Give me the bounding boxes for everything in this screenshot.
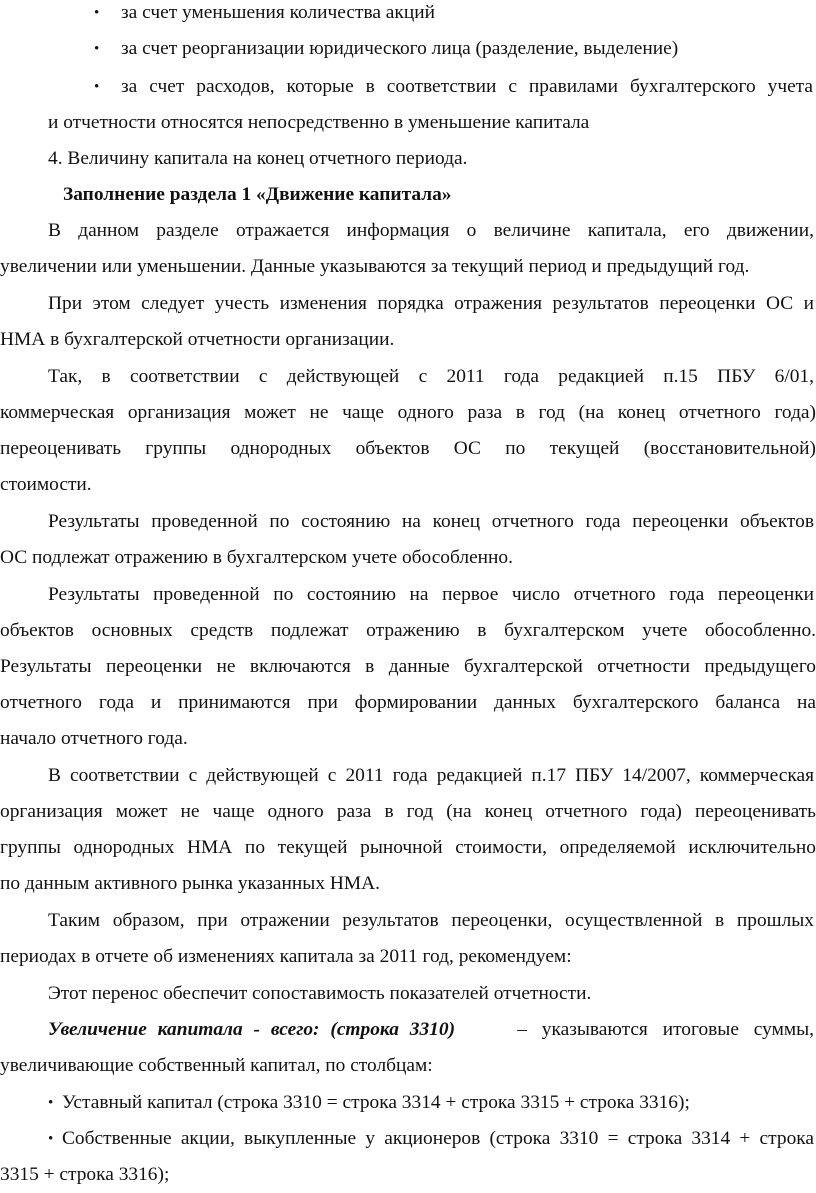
paragraph-line: В данном разделе отражается информация о величине капитала, его движении, [48,220,814,241]
paragraph-line: увеличивающие собственный капитал, по столбцам: [0,1055,433,1076]
list-item-text: за счет расходов, которые в соответствии с правилами бухгалтерского учета [121,76,813,97]
list-item [0,32,816,66]
paragraph-line: коммерческая организация может не чаще одного раза в год (на конец отчетного года) [0,402,816,423]
paragraph-line: При этом следует учесть изменения порядка отражения результатов переоценки ОС и [48,293,814,314]
list-item-text: за счет уменьшения количества акций [121,2,435,23]
paragraph-line: В соответствии с действующей с 2011 года редакцией п.17 ПБУ 14/2007, коммерческая [48,765,814,786]
numbered-item: 4. Величину капитала на конец отчетного периода. [48,148,468,169]
bullet-icon: • [48,1095,54,1111]
list-item [0,0,816,30]
list-item-text: за счет реорганизации юридического лица (разделение, выделение) [121,38,679,59]
paragraph-line [48,1013,814,1047]
list-item [0,1086,816,1120]
list-item [0,70,816,104]
paragraph-line: ОС подлежат отражению в бухгалтерском учете обособленно. [0,547,513,568]
list-item [0,1122,816,1156]
paragraph-text: – указываются итоговые суммы, [517,1019,814,1040]
paragraph-line: переоценивать группы однородных объектов ОС по текущей (восстановительной) [0,438,816,459]
bullet-icon: • [94,79,100,95]
bullet-icon: • [94,5,100,21]
paragraph-line: Так, в соответствии с действующей с 2011 года редакцией п.15 ПБУ 6/01, [48,366,814,387]
paragraph-line: Результаты проведенной по состоянию на конец отчетного года переоценки объектов [48,511,814,532]
paragraph-line: объектов основных средств подлежат отражению в бухгалтерском учете обособленно. [0,620,816,641]
paragraph-line: отчетного года и принимаются при формировании данных бухгалтерского баланса на [0,692,816,713]
bold-term: Увеличение капитала - всего: (строка 3310) [48,1019,456,1040]
paragraph-line: Результаты проведенной по состоянию на первое число отчетного года переоценки [48,584,814,605]
paragraph-line: по данным активного рынка указанных НМА. [0,873,380,894]
list-item-continuation: и отчетности относятся непосредственно в уменьшение капитала [48,112,590,133]
paragraph-line: Этот перенос обеспечит сопоставимость показателей отчетности. [48,983,592,1004]
paragraph-line: стоимости. [0,474,92,495]
paragraph-line: Результаты переоценки не включаются в данные бухгалтерской отчетности предыдущего [0,656,816,677]
paragraph-line: Таким образом, при отражении результатов переоценки, осуществленной в прошлых [48,910,814,931]
list-item-text: Уставный капитал (строка 3310 = строка 3314 + строка 3315 + строка 3316); [62,1092,690,1113]
list-item-text: Собственные акции, выкупленные у акционеров (строка 3310 = строка 3314 + строка [62,1128,814,1149]
bullet-icon: • [94,41,100,57]
paragraph-line: периодах в отчете об изменениях капитала за 2011 год, рекомендуем: [0,946,572,967]
section-heading: Заполнение раздела 1 «Движение капитала» [63,184,452,205]
bullet-icon: • [48,1131,54,1147]
paragraph-line: начало отчетного года. [0,728,188,749]
paragraph-line: НМА в бухгалтерской отчетности организации. [0,329,395,350]
paragraph-line: организация может не чаще одного раза в год (на конец отчетного года) переоценивать [0,801,816,822]
paragraph-line: группы однородных НМА по текущей рыночной стоимости, определяемой исключительно [0,837,816,858]
list-item-continuation: 3315 + строка 3316); [0,1164,170,1185]
paragraph-line: увеличении или уменьшении. Данные указываются за текущий период и предыдущий год. [0,256,750,277]
